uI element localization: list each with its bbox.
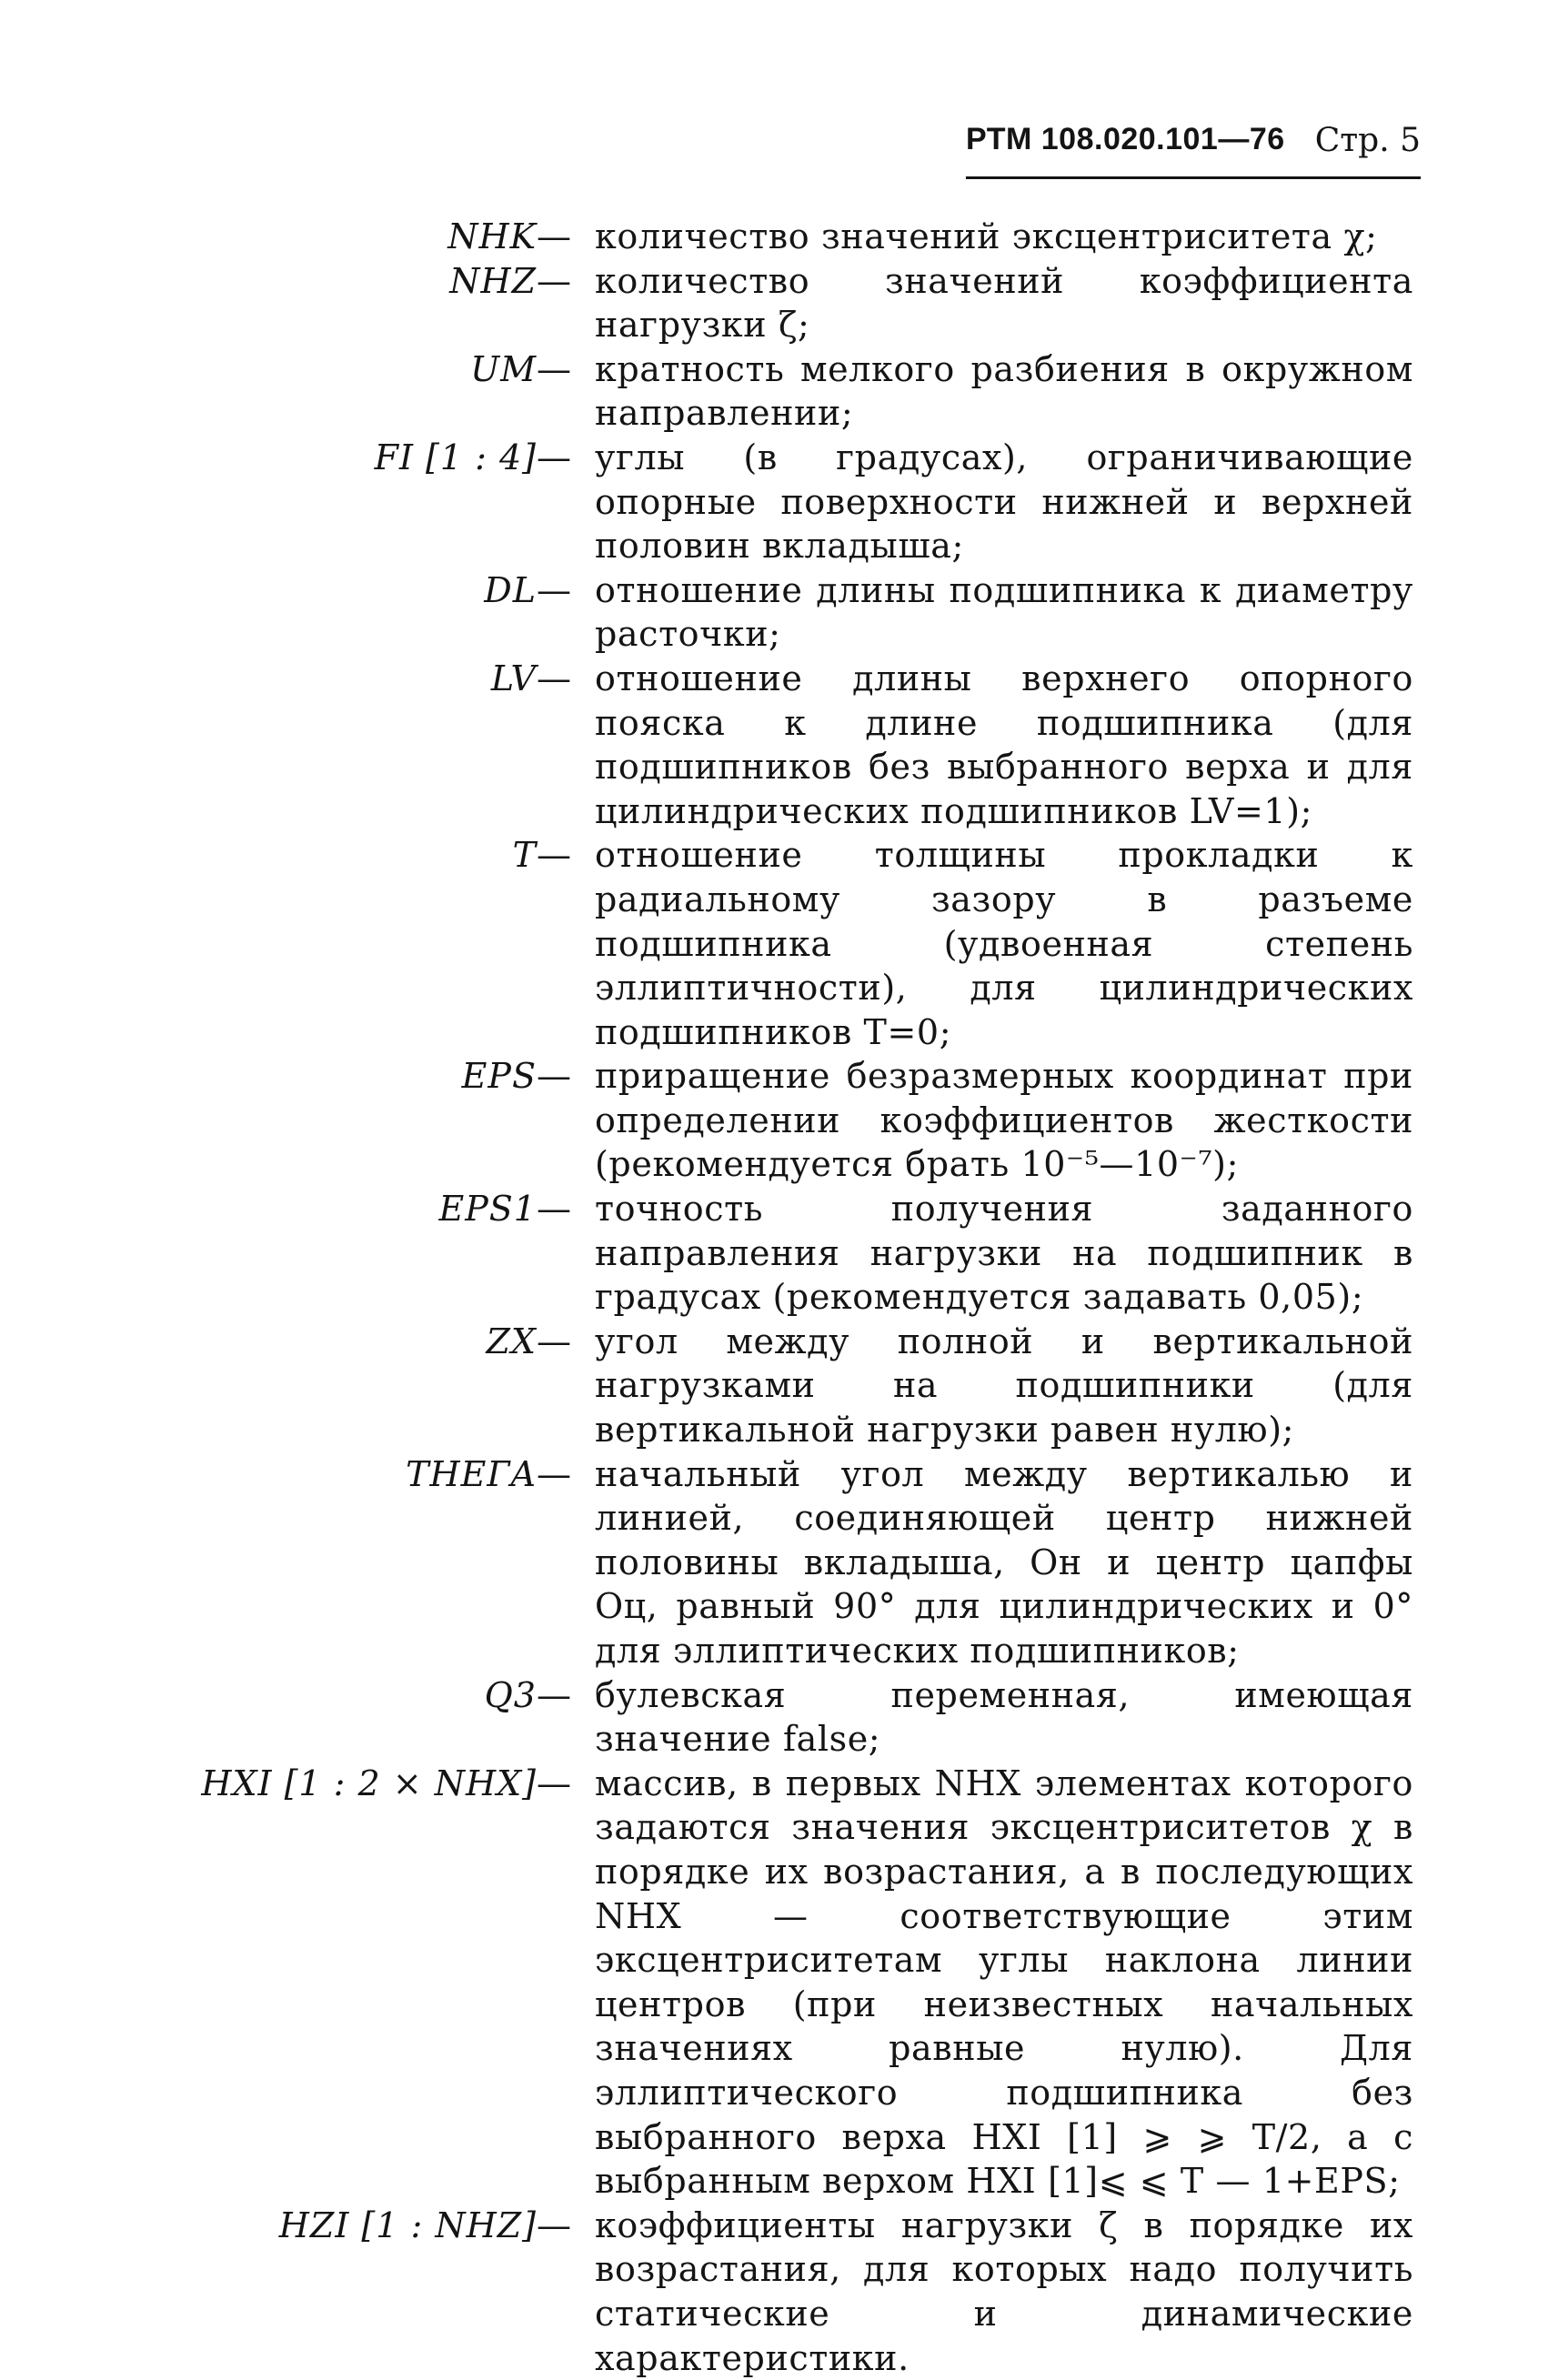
- definition-text: отношение длины подшипника к диаметру расточки;: [595, 569, 1413, 655]
- term: NHK: [447, 216, 537, 256]
- definition-text: отношение толщины прокладки к радиальному зазору в разъеме подшипника (удвоенная степень эллиптичности), для цилиндрических подшипников T=0;: [595, 835, 1413, 1052]
- definition-entry: [136, 436, 1428, 568]
- definition-text: угол между полной и вертикальной нагрузками на подшипники (для вертикальной нагрузки равен нулю);: [595, 1321, 1413, 1451]
- definition-text: количество значений коэффициента нагрузки ζ;: [595, 260, 1413, 346]
- em-dash: —: [537, 1674, 571, 1715]
- term: T: [512, 835, 537, 876]
- em-dash: —: [537, 260, 571, 301]
- term: HZI [1 : NHZ]: [278, 2204, 537, 2245]
- term: HXI [1 : 2 × NHX]: [201, 1762, 537, 1803]
- definition-entry: [136, 1187, 1428, 1320]
- definition-text: приращение безразмерных координат при определении коэффициентов жесткости (рекомендуется брать 10⁻⁵—10⁻⁷);: [595, 1056, 1413, 1185]
- definition-entry: [136, 1673, 1428, 1762]
- term: Q3: [484, 1674, 537, 1715]
- page-header: [966, 122, 1421, 179]
- em-dash: —: [537, 1321, 571, 1361]
- term: FI [1 : 4]: [374, 437, 537, 477]
- term: UM: [470, 348, 537, 389]
- em-dash: —: [537, 1453, 571, 1494]
- definition-entry: [136, 2204, 1428, 2380]
- definition-entry: [136, 1054, 1428, 1187]
- em-dash: —: [537, 1762, 571, 1803]
- em-dash: —: [537, 2204, 571, 2245]
- definition-text: отношение длины верхнего опорного пояска к длине подшипника (для подшипников без выбранного верха и для цилиндрических подшипников LV=1);: [595, 658, 1413, 831]
- em-dash: —: [537, 348, 571, 389]
- term: THEГA: [406, 1453, 537, 1494]
- em-dash: —: [537, 1056, 571, 1097]
- document-code: РТМ 108.020.101—76: [966, 122, 1285, 156]
- definition-entry: [136, 568, 1428, 657]
- em-dash: —: [537, 216, 571, 256]
- em-dash: —: [537, 569, 571, 610]
- definition-text: массив, в первых NHX элементах которого задаются значения эксцентриситетов χ в порядке их возрастания, а в последующих NHX — соответствующие этим эксцентриситетам углы наклона линии центров (при неизвестных начальных значениях равные нулю). Для эллиптического подшипника без выбранного верха HXI [1] ⩾ ⩾ T/2, а с выбранным верхом HXI [1]⩽ ⩽ T — 1+EPS;: [595, 1762, 1413, 2202]
- em-dash: —: [537, 835, 571, 876]
- definition-entry: [136, 259, 1428, 347]
- em-dash: —: [537, 437, 571, 477]
- term: NHZ: [449, 260, 537, 301]
- term: LV: [490, 658, 537, 698]
- em-dash: —: [537, 658, 571, 698]
- page-number: Стр. 5: [1314, 122, 1421, 159]
- definition-text: коэффициенты нагрузки ζ в порядке их возрастания, для которых надо получить статические и динамические характеристики.: [595, 2204, 1413, 2378]
- definition-text: углы (в градусах), ограничивающие опорные поверхности нижней и верхней половин вкладыша;: [595, 437, 1413, 567]
- definition-text: точность получения заданного направления нагрузки на подшипник в градусах (рекомендуется задавать 0,05);: [595, 1189, 1413, 1318]
- term: ZX: [486, 1321, 537, 1361]
- term: DL: [484, 569, 537, 610]
- definition-entry: [136, 833, 1428, 1054]
- definition-text: начальный угол между вертикалью и линией, соединяющей центр нижней половины вкладыша, Oн и центр цапфы Oц, равный 90° для цилиндрических и 0° для эллиптических подшипников;: [595, 1453, 1413, 1671]
- term: EPS: [461, 1056, 537, 1097]
- definition-entry: [136, 1452, 1428, 1673]
- definition-entry: [136, 1762, 1428, 2204]
- definition-entry: [136, 657, 1428, 833]
- definitions-list: [136, 215, 1428, 2380]
- definition-text: булевская переменная, имеющая значение false;: [595, 1674, 1413, 1760]
- definition-entry: [136, 1320, 1428, 1452]
- definition-entry: [136, 215, 1428, 259]
- em-dash: —: [537, 1189, 571, 1230]
- term: EPS1: [438, 1189, 537, 1230]
- definition-entry: [136, 347, 1428, 436]
- definition-text: кратность мелкого разбиения в окружном направлении;: [595, 348, 1413, 434]
- definition-text: количество значений эксцентриситета χ;: [595, 216, 1378, 256]
